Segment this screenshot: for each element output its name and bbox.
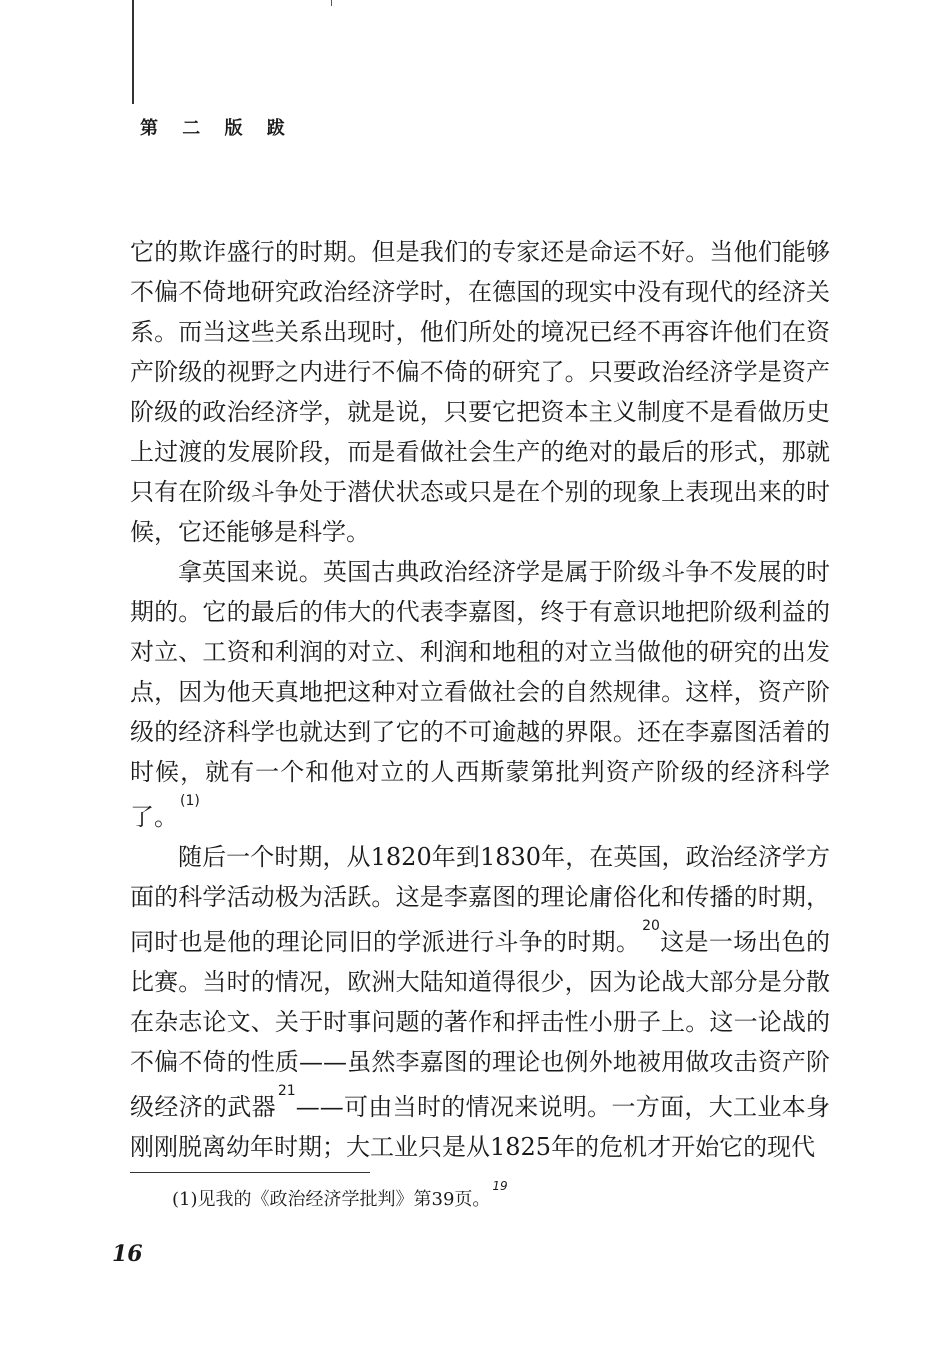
- endnote-reference[interactable]: 20: [642, 918, 660, 934]
- paragraph: [130, 837, 830, 1167]
- running-head: 第 二 版 跋: [140, 118, 294, 139]
- endnote-reference[interactable]: 21: [277, 1083, 296, 1099]
- paragraph-text: 这是一场出色的比赛。当时的情况，欧洲大陆知道得很少，因为论战大部分是分散在杂志论文、关于时事问题的著作和抨击性小册子上。这一论战的不偏不倚的性质——虽然李嘉图的理论也例外地被用做攻击资产阶级经济的武器: [130, 928, 831, 1121]
- footnote-reference[interactable]: (1): [180, 793, 200, 809]
- paragraph-text: 它的欺诈盛行的时期。但是我们的专家还是命运不好。当他们能够不偏不倚地研究政治经济学时，在德国的现实中没有现代的经济关系。而当这些关系出现时，他们所处的境况已经不再容许他们在资产阶级的视野之内进行不偏不倚的研究了。只要政治经济学是资产阶级的政治经济学，就是说，只要它把资本主义制度不是看做历史上过渡的发展阶段，而是看做社会生产的绝对的最后的形式，那就只有在阶级斗争处于潜伏状态或只是在个别的现象上表现出来的时候，它还能够是科学。: [130, 238, 830, 546]
- paragraph: [130, 552, 830, 837]
- footnote: [172, 1179, 508, 1211]
- scan-mark: [331, 0, 332, 6]
- paragraph: [130, 232, 830, 552]
- scan-edge-line: [132, 0, 134, 104]
- paragraph-text: 随后一个时期，从1820年到1830年，在英国，政治经济学方面的科学活动极为活跃。这是李嘉图的理论庸俗化和传播的时期，同时也是他的理论同旧的学派进行斗争的时期。: [130, 843, 830, 956]
- endnote-reference[interactable]: 19: [492, 1179, 508, 1193]
- body-text: [130, 232, 830, 1167]
- page-number: 16: [112, 1241, 143, 1267]
- paragraph-text: 拿英国来说。英国古典政治经济学是属于阶级斗争不发展的时期的。它的最后的伟大的代表李嘉图，终于有意识地把阶级利益的对立、工资和利润的对立、利润和地租的对立当做他的研究的出发点，因为他天真地把这种对立看做社会的自然规律。这样，资产阶级的经济科学也就达到了它的不可逾越的界限。还在李嘉图活着的时候，就有一个和他对立的人西斯蒙第批判资产阶级的经济科学了。: [130, 558, 830, 831]
- footnote-text: (1)见我的《政治经济学批判》第39页。: [172, 1189, 491, 1210]
- paragraph-text: ——可由当时的情况来说明。一方面，大工业本身刚刚脱离幼年时期；大工业只是从1825年的危机才开始它的现代: [130, 1093, 831, 1161]
- footnote-divider: [130, 1172, 370, 1173]
